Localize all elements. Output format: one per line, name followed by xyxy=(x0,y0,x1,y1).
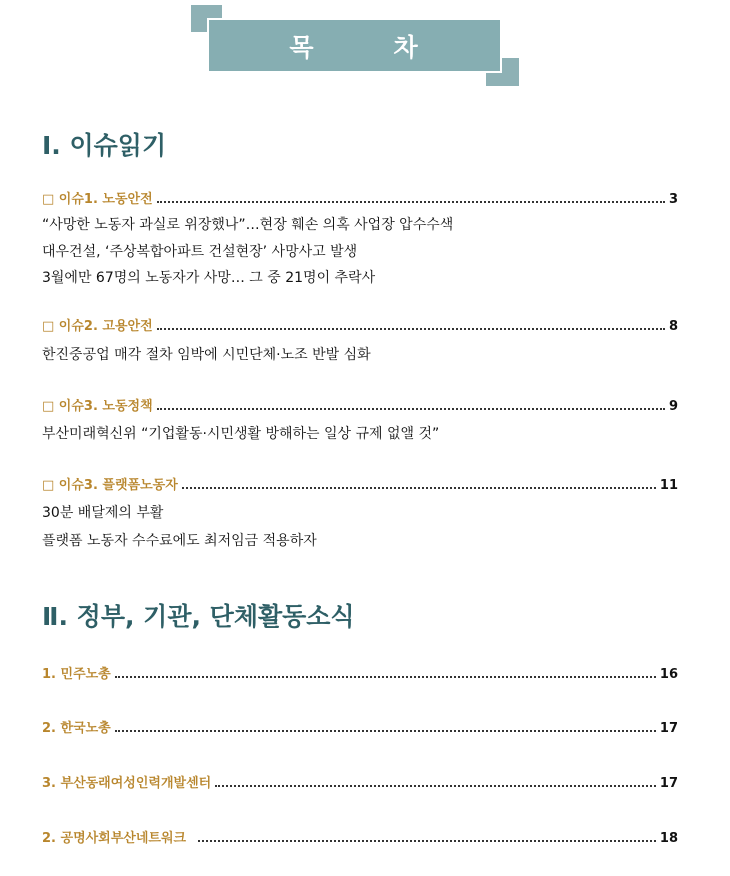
toc-entry-issue-4[interactable] xyxy=(42,471,678,493)
toc-page-number: 9 xyxy=(668,399,678,414)
toc-entry-label: □ 이슈3. 노동정책 xyxy=(42,399,153,414)
section-heading-2: Ⅱ. 정부, 기관, 단체활동소식 xyxy=(42,602,355,631)
dotted-leader xyxy=(182,487,656,489)
toc-page-number: 11 xyxy=(659,478,678,493)
dotted-leader xyxy=(157,328,665,330)
issue-3-line-1: 부산미래혁신위 “기업활동·시민생활 방해하는 일상 규제 없앨 것” xyxy=(42,426,440,442)
issue-4-line-2: 플랫폼 노동자 수수료에도 최저임금 적용하자 xyxy=(42,533,317,549)
dotted-leader xyxy=(157,201,665,203)
dotted-leader xyxy=(115,676,656,678)
dotted-leader xyxy=(215,785,656,787)
dotted-leader xyxy=(115,730,656,732)
toc-page-number: 8 xyxy=(668,319,678,334)
dotted-leader xyxy=(198,840,656,842)
page-title-part1: 목 xyxy=(289,32,316,62)
dotted-leader xyxy=(157,408,665,410)
toc-entry-label: □ 이슈1. 노동안전 xyxy=(42,192,153,207)
page-title xyxy=(209,20,500,71)
toc-entry-issue-1[interactable] xyxy=(42,185,678,207)
toc-page-number: 3 xyxy=(668,192,678,207)
toc-entry-org-3[interactable] xyxy=(42,769,678,791)
toc-entry-label: 2. 한국노총 xyxy=(42,721,111,736)
toc-entry-org-2[interactable] xyxy=(42,714,678,736)
toc-page-number: 17 xyxy=(659,721,678,736)
toc-entry-org-4[interactable] xyxy=(42,824,678,846)
issue-2-line-1: 한진중공업 매각 절차 임박에 시민단체·노조 반발 심화 xyxy=(42,347,371,363)
section-heading-1: Ⅰ. 이슈읽기 xyxy=(42,131,167,160)
toc-entry-issue-3[interactable] xyxy=(42,392,678,414)
page-title-part2: 차 xyxy=(393,32,420,62)
toc-entry-label: □ 이슈2. 고용안전 xyxy=(42,319,153,334)
issue-1-line-3: 3월에만 67명의 노동자가 사망… 그 중 21명이 추락사 xyxy=(42,270,376,286)
toc-entry-org-1[interactable] xyxy=(42,660,678,682)
toc-page-number: 18 xyxy=(659,831,678,846)
title-banner xyxy=(207,18,502,73)
toc-entry-label: 1. 민주노총 xyxy=(42,667,111,682)
issue-1-line-2: 대우건설, ‘주상복합아파트 건설현장’ 사망사고 발생 xyxy=(42,244,358,260)
toc-entry-label: 2. 공명사회부산네트워크 xyxy=(42,831,187,846)
issue-4-line-1: 30분 배달제의 부활 xyxy=(42,505,164,521)
issue-1-line-1: “사망한 노동자 과실로 위장했나”…현장 훼손 의혹 사업장 압수수색 xyxy=(42,217,454,233)
toc-page-number: 16 xyxy=(659,667,678,682)
toc-page-number: 17 xyxy=(659,776,678,791)
toc-entry-issue-2[interactable] xyxy=(42,312,678,334)
toc-entry-label: □ 이슈3. 플랫폼노동자 xyxy=(42,478,178,493)
toc-entry-label: 3. 부산동래여성인력개발센터 xyxy=(42,776,212,791)
